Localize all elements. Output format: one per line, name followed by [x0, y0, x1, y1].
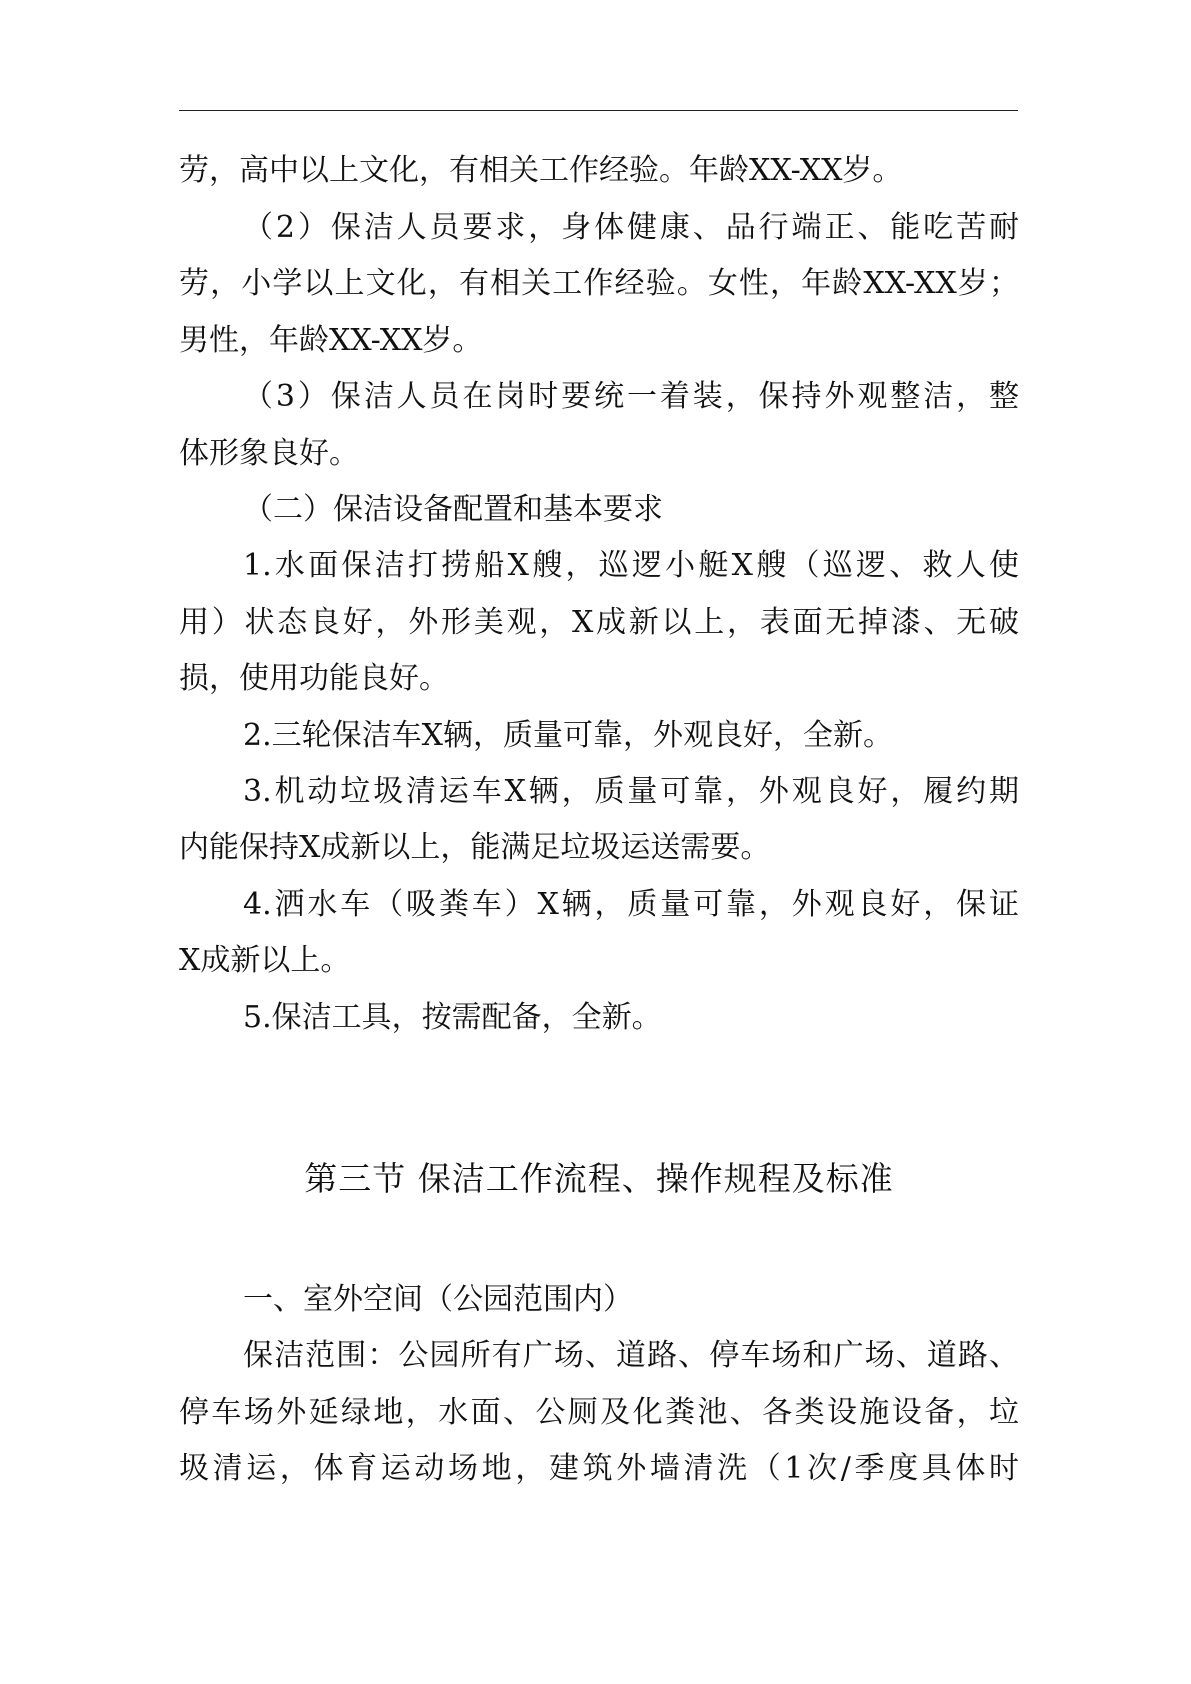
- text-line: 保洁范围：公园所有广场、道路、停车场和广场、道路、: [243, 1338, 1019, 1373]
- text-line: 劳，小学以上文化，有相关工作经验。女性，年龄XX-XX岁；: [179, 266, 1019, 301]
- text-line: 2.三轮保洁车X辆，质量可靠，外观良好，全新。: [243, 718, 893, 753]
- text-line: X成新以上。: [179, 943, 351, 978]
- header-rule: [179, 110, 1018, 111]
- text-line: 体形象良好。: [179, 436, 359, 471]
- text-line: 用）状态良好，外形美观，X成新以上，表面无掉漆、无破: [179, 605, 1019, 640]
- subsection-heading: （二）保洁设备配置和基本要求: [243, 492, 663, 527]
- text-line: 4.洒水车（吸粪车）X辆，质量可靠，外观良好，保证: [243, 887, 1019, 922]
- text-line: 1.水面保洁打捞船X艘，巡逻小艇X艘（巡逻、救人使: [243, 548, 1019, 583]
- text-line: 内能保持X成新以上，能满足垃圾运送需要。: [179, 830, 771, 865]
- section-heading: 第三节 保洁工作流程、操作规程及标准: [304, 1159, 894, 1198]
- text-line: 损，使用功能良好。: [179, 661, 449, 696]
- text-line: （3）保洁人员在岗时要统一着装，保持外观整洁，整: [243, 379, 1019, 414]
- subsection-heading: 一、室外空间（公园范围内）: [243, 1282, 633, 1317]
- text-line: 3.机动垃圾清运车X辆，质量可靠，外观良好，履约期: [243, 774, 1019, 809]
- text-line: （2）保洁人员要求，身体健康、品行端正、能吃苦耐: [243, 210, 1019, 245]
- text-line: 圾清运，体育运动场地，建筑外墙清洗（1次/季度具体时: [179, 1451, 1019, 1486]
- text-line: 5.保洁工具，按需配备，全新。: [243, 1000, 662, 1035]
- text-line: 停车场外延绿地，水面、公厕及化粪池、各类设施设备，垃: [179, 1395, 1019, 1430]
- text-line: 男性，年龄XX-XX岁。: [179, 323, 483, 358]
- text-line: 劳，高中以上文化，有相关工作经验。年龄XX-XX岁。: [179, 153, 903, 188]
